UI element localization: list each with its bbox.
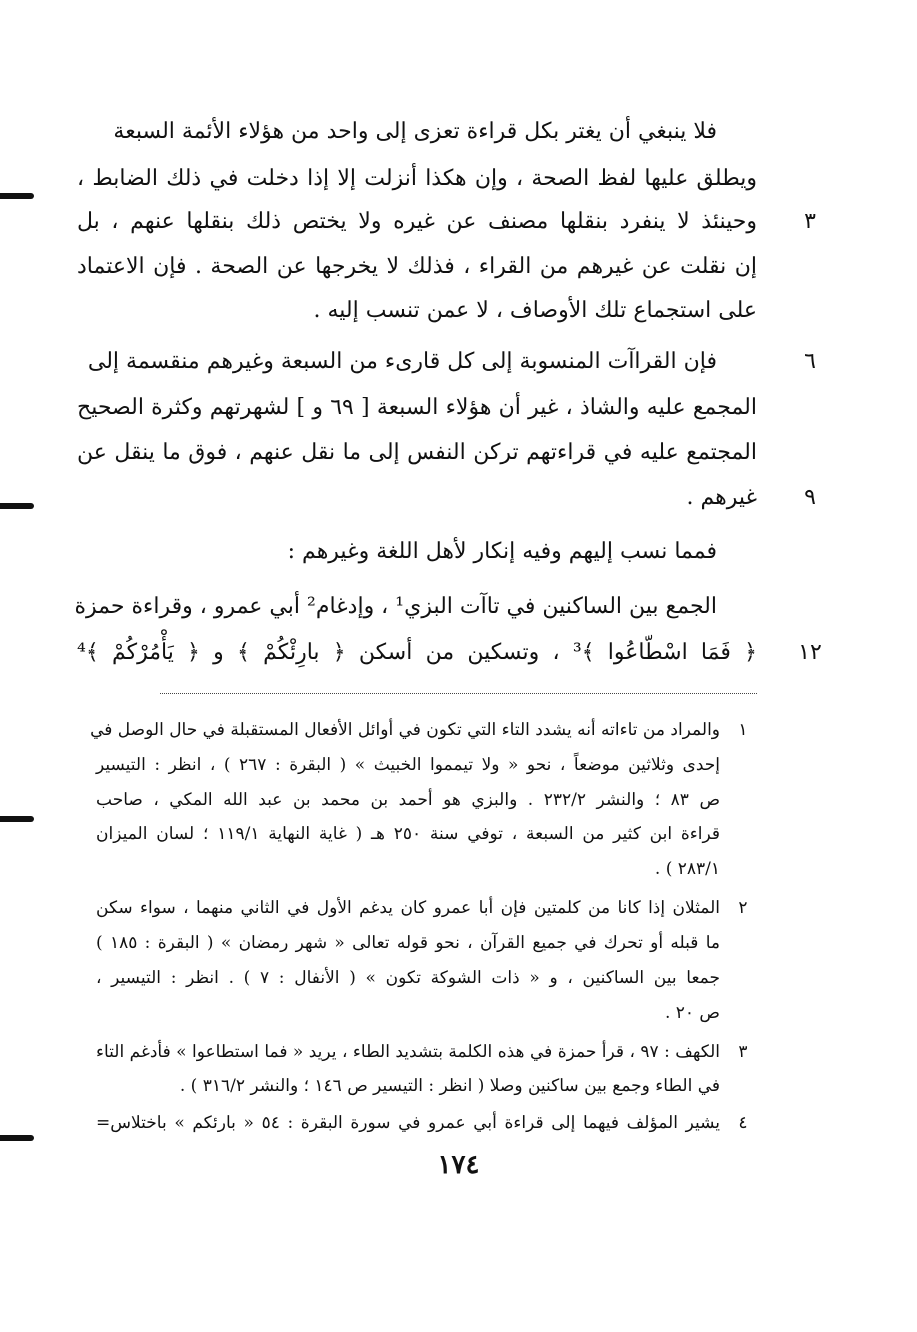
footnote-line: جمعا بين الساكنين ، و « ذات الشوكة تكون » ( الأنفال : ٧ ) . انظر : التيسير ، [96, 968, 720, 988]
main-text-line: المجتمع عليه في قراءتهم تركن النفس إلى ما نقل عنهم ، فوق ما ينقل عن [77, 440, 757, 465]
line-number: ٦ [804, 349, 816, 374]
line-number: ٩ [804, 485, 816, 510]
footnote-line: يشير المؤلف فيهما إلى قراءة أبي عمرو في سورة البقرة : ٥٤ « بارئكم » باختلاس= [96, 1113, 720, 1133]
footnote-number: ٤ [738, 1113, 748, 1133]
footnote-line: والمراد من تاءاته أنه يشدد التاء التي تكون في أوائل الأفعال المستقبلة في حال الوصل في [90, 720, 720, 740]
line-number: ٣ [804, 209, 816, 234]
main-text-line: على استجماع تلك الأوصاف ، لا عمن تنسب إليه . [313, 298, 757, 323]
margin-mark [0, 193, 34, 199]
main-text-line: الجمع بين الساكنين في تاآت البزي¹ ، وإدغام² أبي عمرو ، وقراءة حمزة [74, 594, 717, 619]
main-text-line: إن نقلت عن غيرهم من القراء ، فذلك لا يخرجها عن الصحة . فإن الاعتماد [77, 254, 757, 279]
footnote-separator [160, 693, 757, 694]
margin-mark [0, 816, 34, 822]
main-text-line: ويطلق عليها لفظ الصحة ، وإن هكذا أنزلت إلا إذا دخلت في ذلك الضابط ، [77, 166, 757, 191]
footnote-line: ص ٨٣ ؛ والنشر ٢٣٢/٢ . والبزي هو أحمد بن محمد بن عبد الله المكي ، صاحب [96, 790, 720, 810]
margin-mark [0, 1135, 34, 1141]
page-number: ١٧٤ [437, 1150, 480, 1180]
main-text-line: غيرهم . [686, 485, 757, 510]
line-number: ١٢ [798, 640, 822, 665]
footnote-line: قراءة ابن كثير من السبعة ، توفي سنة ٢٥٠ هـ ( غاية النهاية ١١٩/١ ؛ لسان الميزان [96, 824, 720, 844]
main-text-line: فإن القراآت المنسوبة إلى كل قارىء من السبعة وغيرهم منقسمة إلى [87, 349, 717, 374]
footnote-line: الكهف : ٩٧ ، قرأ حمزة في هذه الكلمة بتشديد الطاء ، يريد « فما استطاعوا » فأدغم التاء [96, 1042, 720, 1062]
main-text-line: وحينئذ لا ينفرد بنقلها مصنف عن غيره ولا يختص ذلك بنقلها عنهم ، بل [77, 209, 757, 234]
main-text-line: فلا ينبغي أن يغتر بكل قراءة تعزى إلى واحد من هؤلاء الأئمة السبعة [113, 119, 717, 144]
footnote-line: ٢٨٣/١ ) . [654, 859, 720, 879]
footnote-line: المثلان إذا كانا من كلمتين فإن أبا عمرو كان يدغم الأول في الثاني منهما ، سواء سكن [96, 898, 720, 918]
footnote-line: إحدى وثلاثين موضعاً ، نحو « ولا تيمموا الخبيث » ( البقرة : ٢٦٧ ) ، انظر : التيسير [96, 755, 720, 775]
footnote-number: ٢ [738, 898, 748, 918]
main-text-line: ﴿ فَمَا اسْطّاعُوا ﴾³ ، وتسكين من أسكن ﴿ بارِئْكُمْ ﴾ و ﴿ يَأْمُرْكُمْ ﴾⁴ [77, 640, 757, 665]
footnote-line: ص ٢٠ . [664, 1003, 720, 1023]
main-text-line: فمما نسب إليهم وفيه إنكار لأهل اللغة وغيرهم : [287, 539, 717, 564]
footnote-number: ١ [738, 720, 748, 740]
footnote-number: ٣ [738, 1042, 748, 1062]
footnote-line: في الطاء وجمع بين ساكنين وصلا ( انظر : التيسير ص ١٤٦ ؛ والنشر ٣١٦/٢ ) . [179, 1076, 720, 1096]
footnote-line: ما قبله أو تحرك في جميع القرآن ، نحو قوله تعالى « شهر رمضان » ( البقرة : ١٨٥ ) [96, 933, 720, 953]
margin-mark [0, 503, 34, 509]
main-text-line: المجمع عليه والشاذ ، غير أن هؤلاء السبعة [ ٦٩ و ] لشهرتهم وكثرة الصحيح [77, 395, 757, 420]
